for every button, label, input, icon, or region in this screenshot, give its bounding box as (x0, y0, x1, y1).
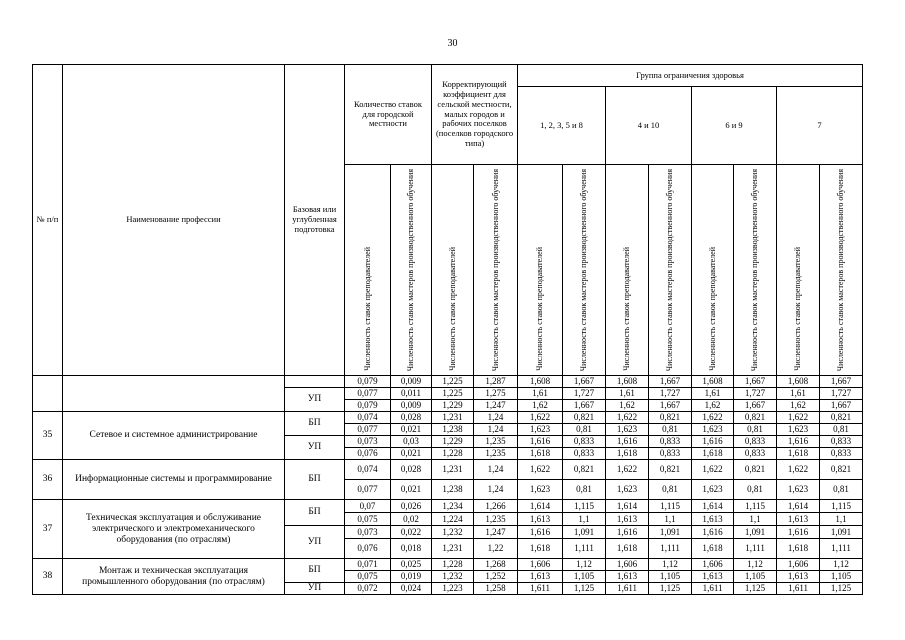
value-cell: 0,009 (391, 400, 432, 412)
value-cell: 1,667 (734, 376, 777, 388)
value-cell: 1,623 (518, 480, 563, 500)
value-cell: 0,076 (345, 539, 391, 559)
value-cell: 0,028 (391, 412, 432, 424)
value-cell: 1,252 (474, 571, 518, 583)
subheader-label: Численность ставок преподавателей (362, 247, 372, 372)
value-cell: 0,009 (391, 376, 432, 388)
value-cell: 0,021 (391, 448, 432, 460)
subheader-label: Численность ставок мастеров производственного обучения (750, 169, 760, 372)
value-cell: 1,247 (474, 526, 518, 539)
value-cell: 1,111 (649, 539, 692, 559)
value-cell: 1,623 (777, 480, 820, 500)
header-health-group: Группа ограничения здоровья (518, 65, 863, 87)
value-cell: 0,821 (649, 460, 692, 480)
value-cell: 0,81 (563, 424, 606, 436)
value-cell: 1,606 (692, 559, 734, 571)
value-cell: 1,616 (777, 526, 820, 539)
value-cell: 0,072 (345, 583, 391, 595)
value-cell: 1,12 (820, 559, 863, 571)
value-cell: 1,727 (734, 388, 777, 400)
subheader-label: Численность ставок преподавателей (622, 247, 632, 372)
value-cell: 0,81 (734, 424, 777, 436)
profession-name: Сетевое и системное администрирование (63, 412, 285, 460)
value-cell: 1,667 (563, 376, 606, 388)
value-cell: 0,071 (345, 559, 391, 571)
value-cell: 1,616 (606, 436, 649, 448)
subheader-masters (820, 165, 863, 376)
header-num: № п/п (33, 65, 63, 376)
subheader-teachers (692, 165, 734, 376)
value-cell: 0,821 (563, 460, 606, 480)
training-level: БП (285, 460, 345, 500)
subheader-label: Численность ставок преподавателей (707, 247, 717, 372)
value-cell: 1,618 (518, 448, 563, 460)
value-cell: 0,833 (649, 448, 692, 460)
value-cell: 1,224 (432, 513, 474, 526)
value-cell: 1,24 (474, 412, 518, 424)
table-row (33, 412, 863, 424)
header-group-2: 4 и 10 (606, 87, 692, 165)
value-cell: 1,613 (606, 571, 649, 583)
value-cell: 1,62 (777, 400, 820, 412)
value-cell: 1,125 (649, 583, 692, 595)
value-cell: 0,833 (820, 448, 863, 460)
value-cell: 1,618 (692, 448, 734, 460)
profession-name (63, 376, 285, 412)
header-urban: Количество ставок для городской местности (345, 65, 432, 165)
value-cell: 1,623 (777, 424, 820, 436)
value-cell: 1,623 (606, 480, 649, 500)
header-base: Базовая или углубленная подготовка (285, 65, 345, 376)
value-cell: 1,667 (563, 400, 606, 412)
value-cell: 1,622 (692, 460, 734, 480)
value-cell: 1,111 (563, 539, 606, 559)
value-cell: 1,613 (692, 571, 734, 583)
value-cell: 0,074 (345, 412, 391, 424)
value-cell: 1,266 (474, 500, 518, 513)
value-cell: 1,225 (432, 388, 474, 400)
value-cell: 1,667 (649, 400, 692, 412)
value-cell: 1,105 (563, 571, 606, 583)
value-cell: 1,611 (777, 583, 820, 595)
value-cell: 0,024 (391, 583, 432, 595)
value-cell: 1,247 (474, 400, 518, 412)
value-cell: 0,07 (345, 500, 391, 513)
value-cell: 0,079 (345, 376, 391, 388)
subheader-masters (734, 165, 777, 376)
value-cell: 1,613 (606, 513, 649, 526)
value-cell: 1,125 (820, 583, 863, 595)
value-cell: 1,1 (563, 513, 606, 526)
value-cell: 1,608 (606, 376, 649, 388)
value-cell: 1,091 (820, 526, 863, 539)
header-coef: Корректирующий коэффициент для сельской местности, малых городов и рабочих поселков (поселков городского типа) (432, 65, 518, 165)
row-number: 37 (33, 500, 63, 559)
table-row (33, 500, 863, 513)
value-cell: 1,614 (692, 500, 734, 513)
value-cell: 1,618 (606, 448, 649, 460)
value-cell: 0,073 (345, 436, 391, 448)
value-cell: 1,228 (432, 559, 474, 571)
subheader-teachers (518, 165, 563, 376)
value-cell: 1,727 (820, 388, 863, 400)
value-cell: 1,616 (518, 436, 563, 448)
value-cell: 1,667 (820, 400, 863, 412)
profession-name: Техническая эксплуатация и обслуживание электрического и электромеханического оборудования (по отраслям) (63, 500, 285, 559)
value-cell: 1,623 (518, 424, 563, 436)
value-cell: 1,22 (474, 539, 518, 559)
training-level: УП (285, 583, 345, 595)
value-cell: 1,667 (734, 400, 777, 412)
value-cell: 0,021 (391, 480, 432, 500)
value-cell: 1,1 (734, 513, 777, 526)
value-cell: 1,616 (777, 436, 820, 448)
value-cell: 1,622 (777, 412, 820, 424)
value-cell: 1,228 (432, 448, 474, 460)
value-cell: 1,606 (518, 559, 563, 571)
value-cell: 1,235 (474, 448, 518, 460)
value-cell: 1,613 (777, 571, 820, 583)
value-cell: 0,821 (734, 412, 777, 424)
value-cell: 0,03 (391, 436, 432, 448)
value-cell: 1,667 (820, 376, 863, 388)
value-cell: 1,727 (649, 388, 692, 400)
value-cell: 1,618 (777, 448, 820, 460)
value-cell: 1,223 (432, 583, 474, 595)
value-cell: 0,81 (649, 480, 692, 500)
value-cell: 1,225 (432, 376, 474, 388)
value-cell: 0,011 (391, 388, 432, 400)
value-cell: 1,613 (518, 513, 563, 526)
value-cell: 1,616 (518, 526, 563, 539)
table-row (33, 376, 863, 388)
value-cell: 0,077 (345, 388, 391, 400)
training-level (285, 376, 345, 388)
value-cell: 1,608 (692, 376, 734, 388)
value-cell: 0,075 (345, 571, 391, 583)
page-number: 30 (447, 38, 458, 49)
value-cell: 1,234 (432, 500, 474, 513)
value-cell: 1,62 (518, 400, 563, 412)
value-cell: 1,616 (692, 436, 734, 448)
value-cell: 0,073 (345, 526, 391, 539)
profession-name: Информационные системы и программирование (63, 460, 285, 500)
value-cell: 1,616 (692, 526, 734, 539)
value-cell: 0,022 (391, 526, 432, 539)
value-cell: 1,614 (518, 500, 563, 513)
value-cell: 0,074 (345, 460, 391, 480)
value-cell: 1,611 (518, 583, 563, 595)
value-cell: 1,105 (734, 571, 777, 583)
table-row (33, 559, 863, 571)
value-cell: 0,019 (391, 571, 432, 583)
value-cell: 1,61 (692, 388, 734, 400)
value-cell: 1,258 (474, 583, 518, 595)
value-cell: 1,606 (606, 559, 649, 571)
value-cell: 1,231 (432, 412, 474, 424)
row-number (33, 376, 63, 412)
value-cell: 0,821 (820, 460, 863, 480)
training-level: УП (285, 526, 345, 559)
subheader-masters (649, 165, 692, 376)
value-cell: 0,821 (563, 412, 606, 424)
row-number: 36 (33, 460, 63, 500)
value-cell: 1,24 (474, 424, 518, 436)
value-cell: 1,235 (474, 436, 518, 448)
header-profession: Наименование профессии (63, 65, 285, 376)
value-cell: 0,833 (734, 436, 777, 448)
training-level: УП (285, 388, 345, 412)
value-cell: 0,81 (649, 424, 692, 436)
value-cell: 1,667 (649, 376, 692, 388)
table-row (33, 460, 863, 480)
value-cell: 0,018 (391, 539, 432, 559)
header-group-1: 1, 2, 3, 5 и 8 (518, 87, 606, 165)
value-cell: 1,614 (777, 500, 820, 513)
value-cell: 1,622 (692, 412, 734, 424)
value-cell: 1,091 (649, 526, 692, 539)
header-group-4: 7 (777, 87, 863, 165)
value-cell: 1,125 (563, 583, 606, 595)
value-cell: 0,833 (820, 436, 863, 448)
value-cell: 0,025 (391, 559, 432, 571)
value-cell: 1,616 (606, 526, 649, 539)
value-cell: 1,618 (518, 539, 563, 559)
value-cell: 1,115 (734, 500, 777, 513)
value-cell: 1,613 (692, 513, 734, 526)
subheader-teachers (345, 165, 391, 376)
value-cell: 1,232 (432, 571, 474, 583)
value-cell: 0,833 (649, 436, 692, 448)
value-cell: 1,618 (692, 539, 734, 559)
value-cell: 0,077 (345, 424, 391, 436)
value-cell: 1,727 (563, 388, 606, 400)
subheader-masters (474, 165, 518, 376)
value-cell: 1,115 (820, 500, 863, 513)
value-cell: 1,623 (692, 480, 734, 500)
subheader-label: Численность ставок мастеров производственного обучения (665, 169, 675, 372)
training-level: БП (285, 412, 345, 436)
value-cell: 1,622 (777, 460, 820, 480)
value-cell: 1,232 (432, 526, 474, 539)
value-cell: 1,1 (649, 513, 692, 526)
value-cell: 1,608 (518, 376, 563, 388)
value-cell: 1,622 (606, 412, 649, 424)
subheader-label: Численность ставок мастеров производственного обучения (579, 169, 589, 372)
value-cell: 1,611 (606, 583, 649, 595)
value-cell: 1,111 (820, 539, 863, 559)
value-cell: 1,231 (432, 460, 474, 480)
value-cell: 0,833 (563, 436, 606, 448)
value-cell: 0,079 (345, 400, 391, 412)
subheader-teachers (606, 165, 649, 376)
value-cell: 1,12 (734, 559, 777, 571)
training-level: УП (285, 436, 345, 460)
value-cell: 0,077 (345, 480, 391, 500)
value-cell: 1,268 (474, 559, 518, 571)
header-group-3: 6 и 9 (692, 87, 777, 165)
value-cell: 1,229 (432, 436, 474, 448)
value-cell: 0,81 (820, 480, 863, 500)
value-cell: 0,02 (391, 513, 432, 526)
row-number: 38 (33, 559, 63, 595)
value-cell: 1,275 (474, 388, 518, 400)
value-cell: 1,287 (474, 376, 518, 388)
value-cell: 0,833 (563, 448, 606, 460)
row-number: 35 (33, 412, 63, 460)
value-cell: 0,821 (734, 460, 777, 480)
subheader-label: Численность ставок мастеров производственного обучения (406, 169, 416, 372)
subheader-teachers (432, 165, 474, 376)
value-cell: 0,026 (391, 500, 432, 513)
value-cell: 1,62 (692, 400, 734, 412)
value-cell: 1,613 (518, 571, 563, 583)
value-cell: 0,833 (734, 448, 777, 460)
value-cell: 1,238 (432, 424, 474, 436)
value-cell: 1,623 (606, 424, 649, 436)
value-cell: 1,61 (777, 388, 820, 400)
value-cell: 1,622 (518, 460, 563, 480)
value-cell: 1,622 (606, 460, 649, 480)
value-cell: 1,125 (734, 583, 777, 595)
value-cell: 0,821 (649, 412, 692, 424)
value-cell: 0,81 (734, 480, 777, 500)
value-cell: 1,62 (606, 400, 649, 412)
value-cell: 1,12 (563, 559, 606, 571)
value-cell: 1,608 (777, 376, 820, 388)
staffing-table (32, 64, 863, 595)
value-cell: 1,1 (820, 513, 863, 526)
value-cell: 1,115 (563, 500, 606, 513)
value-cell: 1,618 (777, 539, 820, 559)
value-cell: 1,229 (432, 400, 474, 412)
value-cell: 1,606 (777, 559, 820, 571)
value-cell: 1,61 (518, 388, 563, 400)
value-cell: 1,613 (777, 513, 820, 526)
value-cell: 0,821 (820, 412, 863, 424)
value-cell: 0,075 (345, 513, 391, 526)
value-cell: 1,238 (432, 480, 474, 500)
value-cell: 1,622 (518, 412, 563, 424)
value-cell: 1,623 (692, 424, 734, 436)
value-cell: 1,61 (606, 388, 649, 400)
value-cell: 1,12 (649, 559, 692, 571)
value-cell: 1,091 (563, 526, 606, 539)
value-cell: 1,24 (474, 460, 518, 480)
subheader-label: Численность ставок преподавателей (447, 247, 457, 372)
value-cell: 0,81 (563, 480, 606, 500)
value-cell: 0,028 (391, 460, 432, 480)
subheader-masters (391, 165, 432, 376)
value-cell: 1,231 (432, 539, 474, 559)
value-cell: 1,105 (649, 571, 692, 583)
value-cell: 0,021 (391, 424, 432, 436)
value-cell: 1,105 (820, 571, 863, 583)
value-cell: 1,111 (734, 539, 777, 559)
profession-name: Монтаж и техническая эксплуатация промышленного оборудования (по отраслям) (63, 559, 285, 595)
subheader-teachers (777, 165, 820, 376)
subheader-label: Численность ставок преподавателей (535, 247, 545, 372)
value-cell: 1,091 (734, 526, 777, 539)
subheader-label: Численность ставок преподавателей (793, 247, 803, 372)
value-cell: 0,076 (345, 448, 391, 460)
value-cell: 1,115 (649, 500, 692, 513)
training-level: БП (285, 559, 345, 583)
value-cell: 1,24 (474, 480, 518, 500)
training-level: БП (285, 500, 345, 526)
value-cell: 0,81 (820, 424, 863, 436)
value-cell: 1,235 (474, 513, 518, 526)
subheader-masters (563, 165, 606, 376)
value-cell: 1,611 (692, 583, 734, 595)
subheader-label: Численность ставок мастеров производственного обучения (490, 169, 500, 372)
value-cell: 1,618 (606, 539, 649, 559)
value-cell: 1,614 (606, 500, 649, 513)
subheader-label: Численность ставок мастеров производственного обучения (836, 169, 846, 372)
